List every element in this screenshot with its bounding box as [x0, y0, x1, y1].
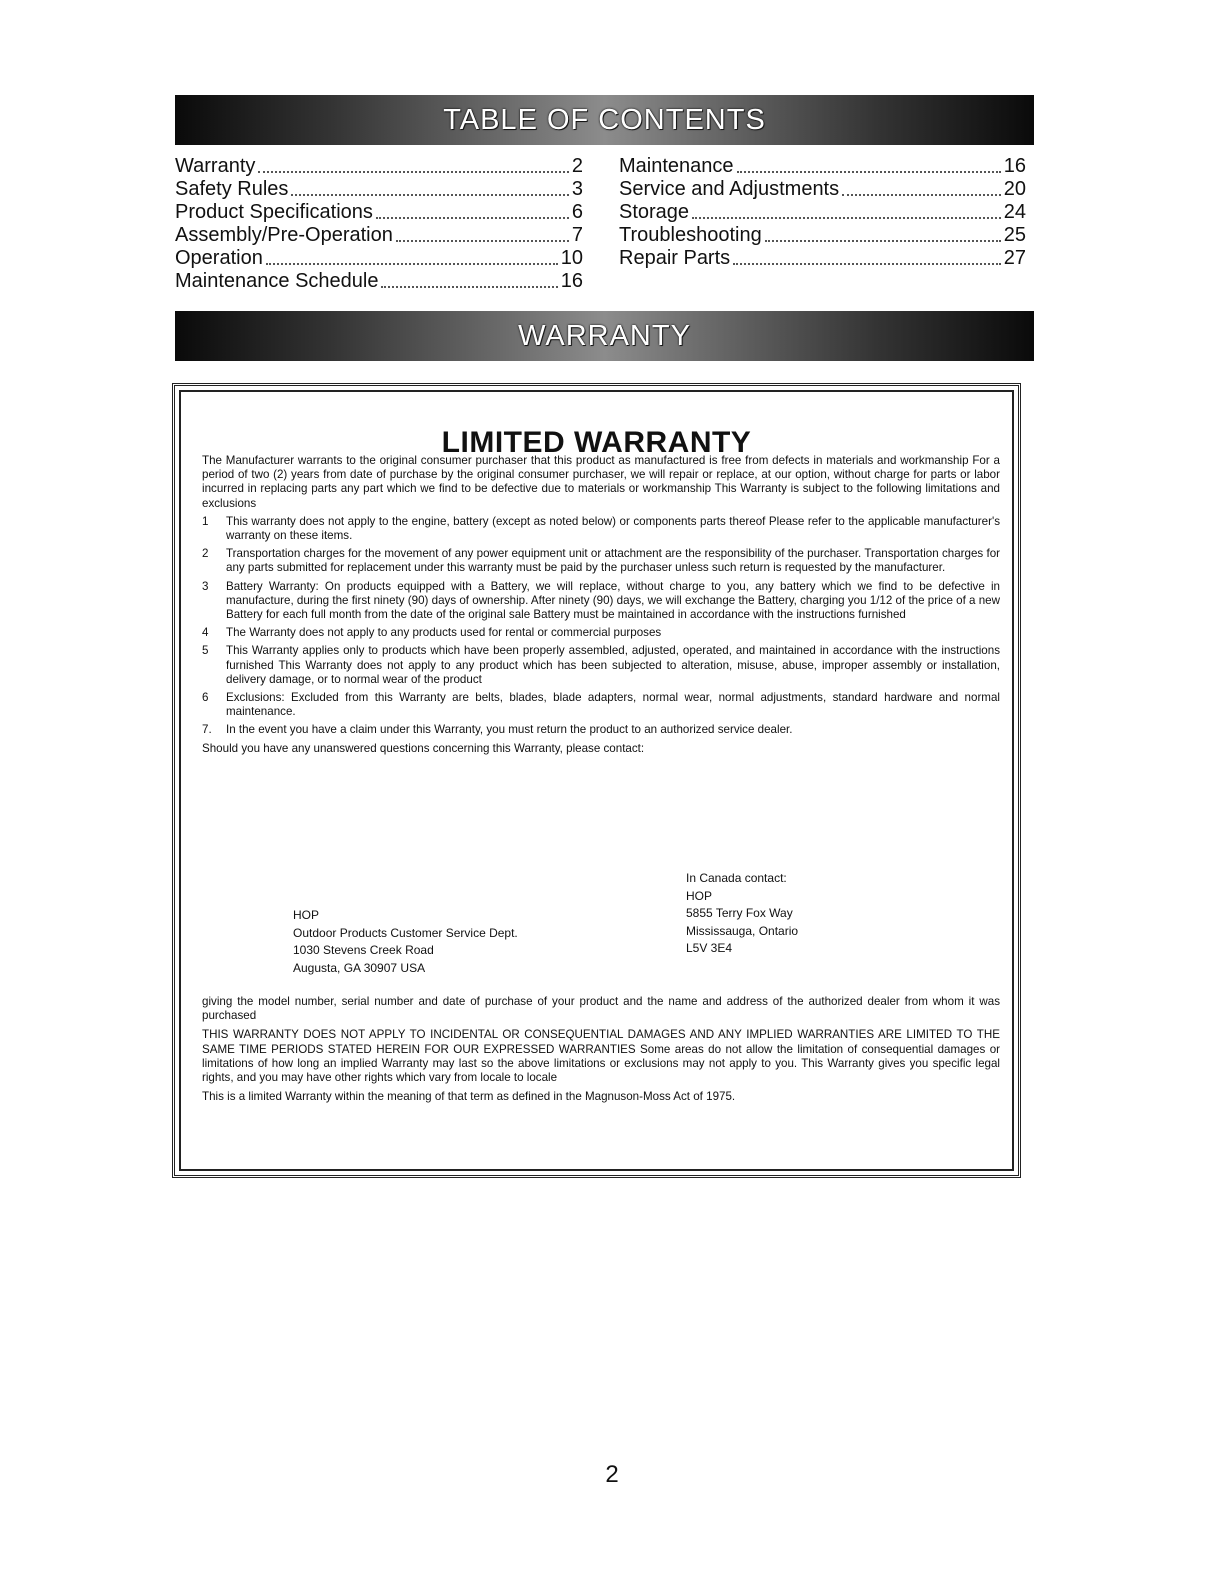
list-item	[202, 515, 1000, 543]
list-item-number: 7.	[202, 723, 212, 737]
toc-leader-dots	[692, 217, 1001, 219]
toc-entry[interactable]	[619, 224, 1026, 247]
toc-entry[interactable]	[619, 155, 1026, 178]
toc-leader-dots	[376, 217, 569, 219]
toc-entry-label: Safety Rules	[175, 178, 289, 200]
list-item-number: 6	[202, 691, 209, 705]
list-item-text: The Warranty does not apply to any products used for rental or commercial purposes	[226, 626, 662, 640]
toc-entry-page: 24	[1003, 201, 1026, 223]
list-item	[202, 644, 1000, 687]
list-item-text: Battery Warranty: On products equipped with a Battery, we will replace, without charge to you, any battery which we find to be defective in manufacture, during the first ninety (90) days of ownership. After ninety (90) days, we will exchange the Battery, charging you 1/12 of the price of a new Battery for each full month from the date of the original sale Battery must be maintained in accordance with the instructions furnished	[226, 579, 1000, 622]
list-item	[202, 723, 1000, 737]
limited-warranty-heading: LIMITED WARRANTY	[441, 426, 752, 459]
toc-entry-page: 16	[560, 270, 583, 292]
toc-entry[interactable]	[619, 201, 1026, 224]
toc-entry-page: 6	[571, 201, 583, 223]
toc-entry[interactable]	[619, 178, 1026, 201]
warranty-banner	[175, 311, 1034, 361]
list-item	[202, 691, 1000, 719]
contact-prompt: Should you have any unanswered questions concerning this Warranty, please contact:	[202, 741, 645, 755]
toc-entry[interactable]	[175, 270, 583, 293]
list-item-text: Exclusions: Excluded from this Warranty are belts, blades, blade adapters, normal wear, normal adjustments, standard hardware and normal maintenance.	[226, 691, 1000, 719]
address-line: 1030 Stevens Creek Road	[293, 943, 434, 957]
toc-right-column	[619, 155, 1026, 270]
toc-left-column	[175, 155, 583, 293]
list-item-text: Transportation charges for the movement of any power equipment unit or attachment are the responsibility of the purchaser. Transportation charges for any parts submitted for replacement under this warranty must be paid by the purchaser unless such return is requested by the manufacturer.	[226, 547, 1000, 575]
toc-leader-dots	[266, 263, 558, 265]
toc-entry-page: 2	[571, 155, 583, 177]
warranty-banner-title: WARRANTY	[518, 319, 691, 352]
toc-entry-label: Troubleshooting	[619, 224, 762, 246]
toc-entry-page: 16	[1003, 155, 1026, 177]
toc-entry[interactable]	[175, 224, 583, 247]
toc-leader-dots	[733, 263, 1001, 265]
address-line: HOP	[686, 888, 713, 903]
toc-entry-label: Maintenance	[619, 155, 734, 177]
toc-entry-label: Operation	[175, 247, 263, 269]
toc-banner	[175, 95, 1034, 145]
warranty-body	[202, 454, 1000, 760]
canada-address	[686, 870, 798, 958]
address-line: Augusta, GA 30907 USA	[293, 960, 426, 975]
toc-entry-page: 3	[571, 178, 583, 200]
address-line: Mississauga, Ontario	[686, 923, 799, 938]
list-item	[202, 580, 1000, 623]
list-item	[202, 547, 1000, 575]
toc-leader-dots	[765, 240, 1001, 242]
warranty-limitations-list	[202, 515, 1000, 738]
list-item-text: In the event you have a claim under this Warranty, you must return the product to an authorized service dealer.	[226, 723, 793, 737]
toc-entry-page: 27	[1003, 247, 1026, 269]
list-item-text: This Warranty applies only to products which have been properly assembled, adjusted, operated, and maintained in accordance with the instructions furnished This Warranty does not apply to any product which has been subjected to alteration, misuse, abuse, improper assembly or installation, delivery damage, or to normal wear of the product	[226, 644, 1000, 686]
warranty-intro: The Manufacturer warrants to the original consumer purchaser that this product as manufactured is free from defects in materials and workmanship For a period of two (2) years from date of purchase by the original consumer purchaser, we will repair or replace, at our option, without charge for parts or labor incurred in replacing parts any part which we find to be defective due to materials or workmanship This Warranty is subject to the following limitations and exclusions	[202, 454, 1000, 510]
toc-banner-title: TABLE OF CONTENTS	[443, 103, 766, 136]
toc-entry-page: 10	[560, 247, 583, 269]
toc-entry-label: Product Specifications	[175, 201, 373, 223]
list-item-number: 1	[202, 514, 209, 528]
toc-leader-dots	[737, 171, 1001, 173]
list-item-number: 5	[202, 644, 209, 658]
address-line: L5V 3E4	[686, 941, 733, 955]
page-number: 2	[605, 1461, 619, 1488]
address-line: In Canada contact:	[686, 871, 787, 885]
toc-entry[interactable]	[619, 247, 1026, 270]
limited-warranty-frame	[179, 390, 1014, 1171]
us-address	[293, 907, 518, 977]
list-item	[202, 626, 1000, 640]
giving-details: giving the model number, serial number and date of purchase of your product and the name and address of the authorized dealer from whom it was purchased	[202, 995, 1000, 1023]
toc-entry-label: Storage	[619, 201, 690, 223]
toc-entry-label: Service and Adjustments	[619, 178, 840, 200]
toc-entry[interactable]	[175, 201, 583, 224]
address-line: HOP	[293, 908, 320, 922]
address-line: Outdoor Products Customer Service Dept.	[293, 925, 518, 940]
list-item-number: 4	[202, 626, 209, 640]
address-line: 5855 Terry Fox Way	[686, 906, 793, 920]
toc-entry[interactable]	[175, 155, 583, 178]
list-item-number: 3	[202, 579, 209, 593]
toc-leader-dots	[396, 240, 569, 242]
toc-entry-label: Repair Parts	[619, 247, 731, 269]
toc-leader-dots	[258, 171, 568, 173]
toc-entry-page: 25	[1003, 224, 1026, 246]
toc-entry[interactable]	[175, 178, 583, 201]
toc-entry-page: 7	[571, 224, 583, 246]
list-item-number: 2	[202, 547, 209, 561]
toc-entry[interactable]	[175, 247, 583, 270]
toc-leader-dots	[291, 194, 568, 196]
magnuson-moss-note: This is a limited Warranty within the meaning of that term as defined in the Magnuson-Moss Act of 1975.	[202, 1090, 736, 1104]
toc-leader-dots	[842, 194, 1001, 196]
limited-warranty-box	[172, 383, 1021, 1178]
toc-entry-label: Assembly/Pre-Operation	[175, 224, 393, 246]
toc-leader-dots	[381, 286, 557, 288]
toc-entry-page: 20	[1003, 178, 1026, 200]
warranty-disclaimer: THIS WARRANTY DOES NOT APPLY TO INCIDENTAL OR CONSEQUENTIAL DAMAGES AND ANY IMPLIED WARRANTIES ARE LIMITED TO THE SAME TIME PERIODS STATED HEREIN FOR OUR EXPRESSED WARRANTIES Some areas do not allow the limitation of consequential damages or limitations of how long an implied Warranty may last so the above limitations or exclusions may not apply to you. This Warranty gives you specific legal rights, and you may have other rights which vary from locale to locale	[202, 1028, 1000, 1085]
list-item-text: This warranty does not apply to the engine, battery (except as noted below) or components parts thereof Please refer to the applicable manufacturer's warranty on these items.	[226, 514, 1000, 543]
warranty-closing	[202, 995, 1000, 1109]
toc-entry-label: Warranty	[175, 155, 256, 177]
toc-entry-label: Maintenance Schedule	[175, 270, 379, 292]
